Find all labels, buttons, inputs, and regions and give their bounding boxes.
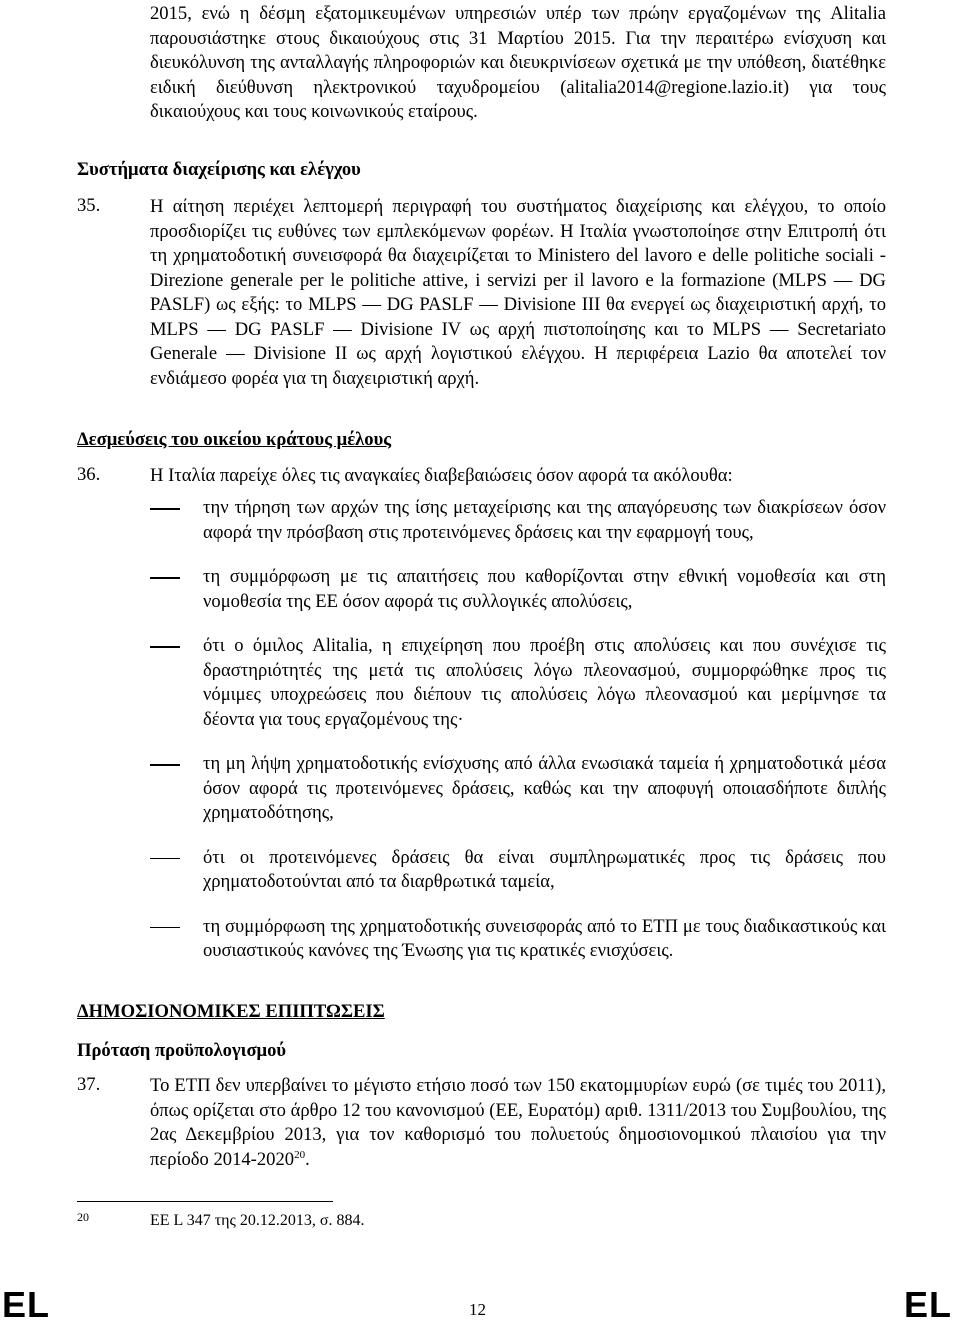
page-number: 12 <box>469 1300 486 1319</box>
list-item-text: την τήρηση των αρχών της ίσης μεταχείρισης και της απαγόρευσης των διακρίσεων όσον αφορά την πρόσβαση στις προτεινόμενες δράσεις και την εφαρμογή τους, <box>203 497 886 543</box>
paragraph-36-text: Η Ιταλία παρείχε όλες τις αναγκαίες διαβεβαιώσεις όσον αφορά τα ακόλουθα: <box>150 465 733 486</box>
paragraph-37-text <box>150 1074 886 1172</box>
heading-management-systems: Συστήματα διαχείρισης και ελέγχου <box>77 159 361 180</box>
heading-financial-implications: ΔΗΜΟΣΙΟΝΟΜΙΚΕΣ ΕΠΙΠΤΩΣΕΙΣ <box>77 1001 385 1022</box>
footnote-text: ΕΕ L 347 της 20.12.2013, σ. 884. <box>150 1212 365 1229</box>
list-item-text: τη μη λήψη χρηματοδοτικής ενίσχυσης από άλλα ενωσιακά ταμεία ή χρηματοδοτικά μέσα όσον αφορά τις προτεινόμενες δράσεις, καθώς και την αποφυγή οποιασδήποτε διπλής χρηματοδότησης, <box>203 753 886 823</box>
list-item-text: ότι ο όμιλος Alitalia, η επιχείρηση που προέβη στις απολύσεις και που συνέχισε τις δραστηριότητές της μετά τις απολύσεις λόγω πλεονασμού, συμμορφώθηκε προς τις νόμιμες υποχρεώσεις που διέπουν τις απολύσεις λόγω πλεονασμού και μερίμνησε τα δέοντα για τους εργαζομένους της· <box>203 635 886 730</box>
list-item <box>150 752 886 826</box>
dash-bullet <box>150 577 180 579</box>
list-item <box>150 496 886 545</box>
intro-paragraph: 2015, ενώ η δέσμη εξατομικευμένων υπηρεσιών υπέρ των πρώην εργαζομένων της Alitalia παρουσιάστηκε στους δικαιούχους στις 31 Μαρτίου 2015. Για την περαιτέρω ενίσχυση και διευκόλυνση της ανταλλαγής πληροφοριών και διευκρινίσεων σχετικά με την υπόθεση, διατέθηκε ειδική διεύθυνση ηλεκτρονικού ταχυδρομείου (alitalia2014@regione.lazio.it) για τους δικαιούχους και τους κοινωνικούς εταίρους. <box>150 3 886 122</box>
dash-bullet <box>150 927 180 929</box>
footnote-number: 20 <box>77 1210 89 1224</box>
assurances-list <box>150 496 886 984</box>
list-item-text: ότι οι προτεινόμενες δράσεις θα είναι συμπληρωματικές προς τις δράσεις που χρηματοδοτούνται από τα διαρθρωτικά ταμεία, <box>203 846 886 892</box>
paragraph-37-end: . <box>305 1148 310 1170</box>
list-item <box>150 565 886 614</box>
paragraph-37-body: Το ΕΤΠ δεν υπερβαίνει το μέγιστο ετήσιο ποσό των 150 εκατομμυρίων ευρώ (σε τιμές του 2011), όπως ορίζεται στο άρθρο 12 του κανονισμού (ΕΕ, Ευρατόμ) αριθ. 1311/2013 του Συμβουλίου, της 2ας Δεκεμβρίου 2013, για τον καθορισμό του πολυετούς δημοσιονομικού πλαισίου για την περίοδο 2014-2020 <box>150 1075 886 1170</box>
footer-language-left: EL <box>2 1284 51 1325</box>
paragraph-35-number: 35. <box>77 195 101 216</box>
dash-bullet <box>150 646 180 648</box>
paragraph-37-number: 37. <box>77 1074 101 1095</box>
list-item <box>150 634 886 732</box>
paragraph-35-text: Η αίτηση περιέχει λεπτομερή περιγραφή του συστήματος διαχείρισης και ελέγχου, το οποίο προσδιορίζει τις ευθύνες των εμπλεκόμενων φορέων. Η Ιταλία γνωστοποίησε στην Επιτροπή ότι τη χρηματοδοτική συνεισφορά θα διαχειρίζεται το Ministero del lavoro e delle politiche sociali - Direzione generale per le politiche attive, i servizi per il lavoro e la formazione (MLPS — DG PASLF) ως εξής: το MLPS — DG PASLF — Divisione III θα ενεργεί ως διαχειριστική αρχή, το MLPS — DG PASLF — Divisione IV ως αρχή πιστοποίησης και το MLPS — Secretariato Generale — Divisione II ως αρχή λογιστικού ελέγχου. Η περιφέρεια Lazio θα αποτελεί τον ενδιάμεσο φορέα για τη διαχειριστική αρχή. <box>150 196 886 389</box>
dash-bullet <box>150 508 180 510</box>
footnote-reference[interactable]: 20 <box>294 1148 306 1161</box>
list-item <box>150 846 886 895</box>
list-item <box>150 915 886 964</box>
dash-bullet <box>150 858 180 860</box>
dash-bullet <box>150 764 180 766</box>
list-item-text: τη συμμόρφωση με τις απαιτήσεις που καθορίζονται στην εθνική νομοθεσία και στη νομοθεσία της ΕΕ όσον αφορά τις συλλογικές απολύσεις, <box>203 566 886 612</box>
footnote-separator <box>77 1201 333 1202</box>
footer-language-right: EL <box>903 1284 952 1325</box>
heading-member-state-commitments: Δεσμεύσεις του οικείου κράτους μέλους <box>77 429 392 450</box>
list-item-text: τη συμμόρφωση της χρηματοδοτικής συνεισφοράς από το ΕΤΠ με τους διαδικαστικούς και ουσιαστικούς κανόνες της Ένωσης για τις κρατικές ενισχύσεις. <box>203 915 886 961</box>
paragraph-36-number: 36. <box>77 464 101 485</box>
heading-budget-proposal: Πρόταση προϋπολογισμού <box>77 1040 287 1061</box>
